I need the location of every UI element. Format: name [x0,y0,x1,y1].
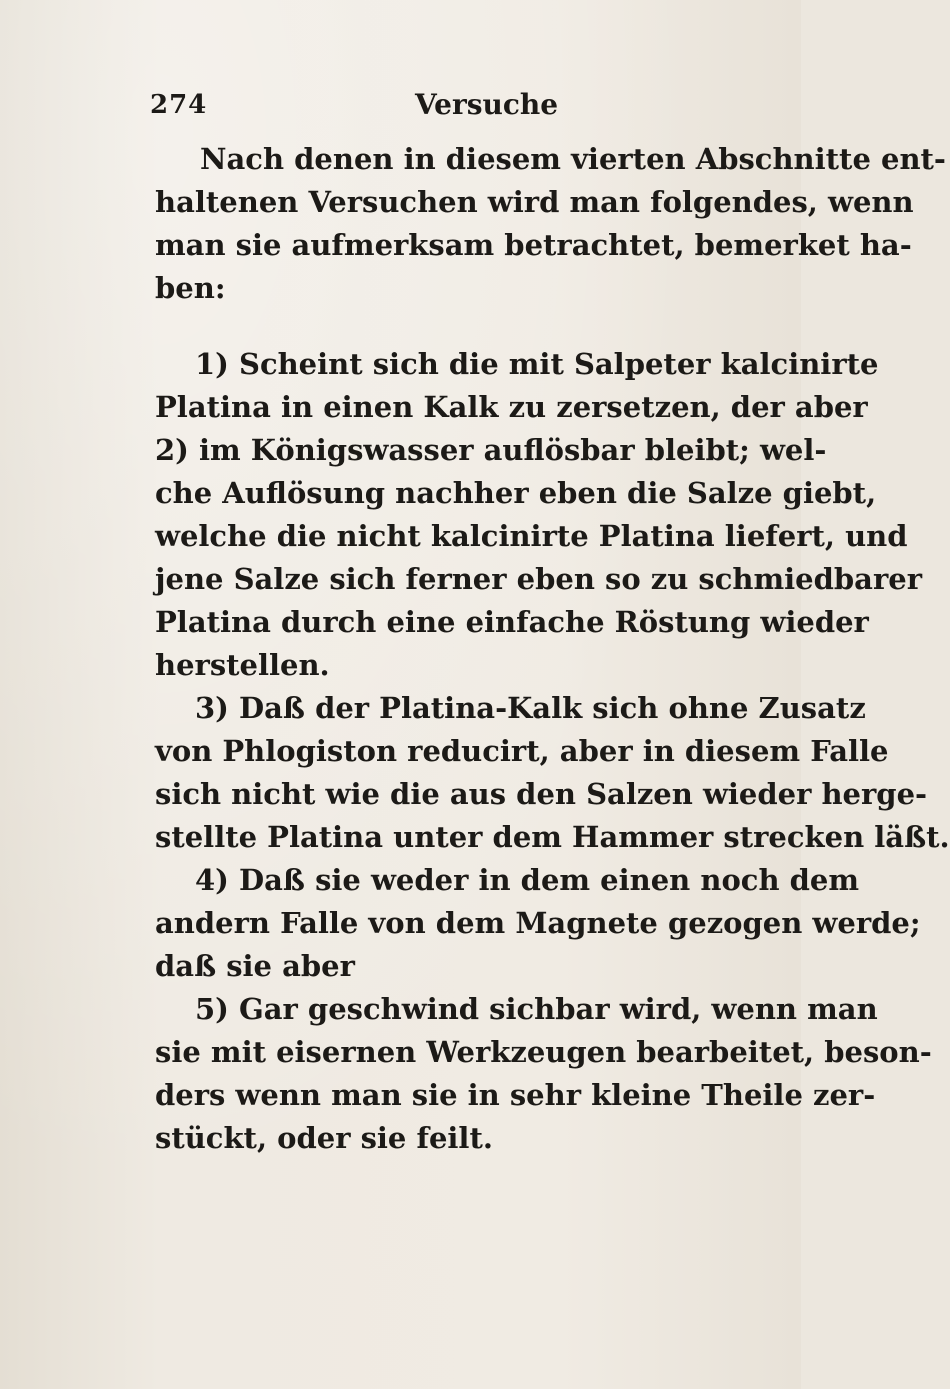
text-line: Platina durch eine einfache Röstung wieder [155,605,869,639]
paragraph-gap [155,310,780,343]
text-line: jene Salze sich ferner eben so zu schmiedbarer [155,562,922,596]
text-line: 4) Daß sie weder in dem einen noch dem [195,863,860,897]
text-line: herstellen. [155,648,330,682]
text-line: 5) Gar geschwind sichbar wird, wenn man [195,992,878,1026]
text-line: andern Falle von dem Magnete gezogen werde; [155,906,921,940]
text-line: 1) Scheint sich die mit Salpeter kalcinirte [195,347,879,381]
text-line: che Auflösung nachher eben die Salze giebt, [155,476,877,510]
text-line: ders wenn man sie in sehr kleine Theile zer- [155,1078,876,1112]
text-line: stellte Platina unter dem Hammer strecken läßt. [155,820,950,854]
text-line: welche die nicht kalcinirte Platina liefert, und [155,519,908,553]
intro-paragraph [155,138,946,310]
running-head: Versuche [415,88,559,121]
text-line: Platina in einen Kalk zu zersetzen, der aber [155,390,868,424]
text-line: ben: [155,271,226,305]
text-line: haltenen Versuchen wird man folgendes, wenn [155,185,914,219]
text-line: 3) Daß der Platina-Kalk sich ohne Zusatz [195,691,866,725]
body-text [155,138,950,1160]
text-line: man sie aufmerksam betrachtet, bemerket ha- [155,228,912,262]
text-line: stückt, oder sie feilt. [155,1121,493,1155]
text-line: Nach denen in diesem vierten Abschnitte ent- [200,142,946,176]
page-number: 274 [150,90,208,120]
text-line: daß sie aber [155,949,355,983]
text-line: sich nicht wie die aus den Salzen wieder herge- [155,777,928,811]
text-line: von Phlogiston reducirt, aber in diesem Falle [155,734,889,768]
text-line: 2) im Königswasser auflösbar bleibt; wel- [155,433,827,467]
numbered-items [155,343,950,1160]
text-line: sie mit eisernen Werkzeugen bearbeitet, beson- [155,1035,932,1069]
